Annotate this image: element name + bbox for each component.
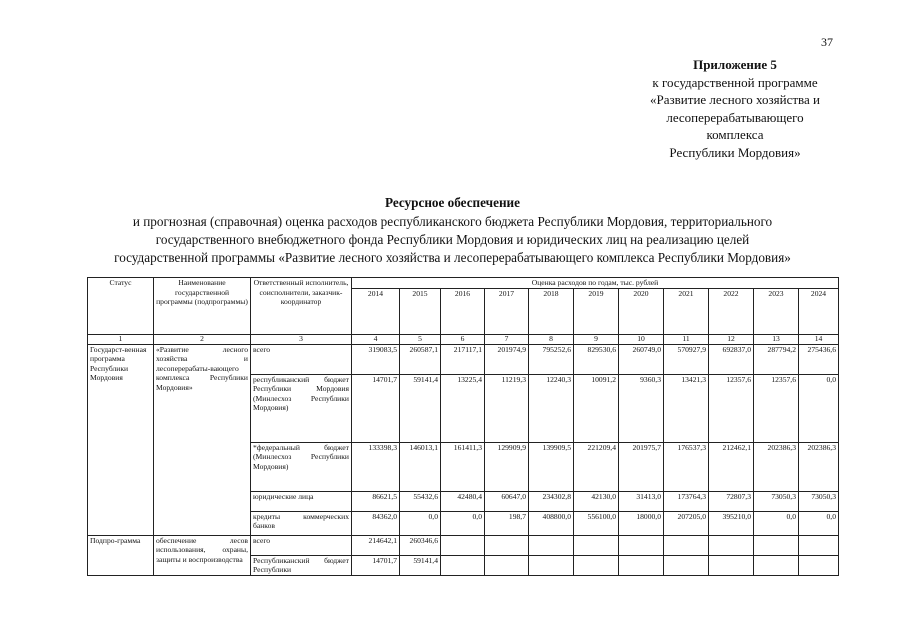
column-numbers-row: [88, 334, 839, 344]
column-number: 5: [400, 334, 441, 344]
column-number: 13: [754, 334, 799, 344]
column-number: 8: [529, 334, 574, 344]
value-cell: 212462,1: [709, 442, 754, 491]
value-cell: 86621,5: [352, 491, 400, 511]
value-cell: [485, 535, 529, 555]
value-cell: 12357,6: [754, 374, 799, 442]
value-cell: 395210,0: [709, 511, 754, 535]
column-number: 9: [574, 334, 619, 344]
value-cell: 692837,0: [709, 344, 754, 374]
header-status: Статус: [88, 278, 154, 335]
value-cell: 198,7: [485, 511, 529, 535]
value-cell: 133398,3: [352, 442, 400, 491]
value-cell: 795252,6: [529, 344, 574, 374]
resource-table: [87, 277, 839, 576]
executor-cell: юридические лица: [251, 491, 352, 511]
value-cell: 55432,6: [400, 491, 441, 511]
value-cell: [529, 555, 574, 575]
value-cell: 217117,1: [441, 344, 485, 374]
column-number: 1: [88, 334, 154, 344]
value-cell: [574, 555, 619, 575]
column-number: 14: [799, 334, 839, 344]
value-cell: 201975,7: [619, 442, 664, 491]
executor-cell: всего: [251, 344, 352, 374]
value-cell: 260346,6: [400, 535, 441, 555]
status-cell: Подпро-грамма: [88, 535, 154, 575]
header-estimate: Оценка расходов по годам, тыс. рублей: [352, 278, 839, 289]
value-cell: 12357,6: [709, 374, 754, 442]
value-cell: 14701,7: [352, 374, 400, 442]
value-cell: [619, 535, 664, 555]
heading-line: государственной программы «Развитие лесного хозяйства и лесоперерабатывающего комплекса Республики Мордовия»: [114, 250, 791, 265]
value-cell: 287794,2: [754, 344, 799, 374]
executor-cell: всего: [251, 535, 352, 555]
value-cell: 72807,3: [709, 491, 754, 511]
appendix-line: «Развитие лесного хозяйства и: [650, 92, 820, 107]
value-cell: 570927,9: [664, 344, 709, 374]
value-cell: 73050,3: [799, 491, 839, 511]
executor-cell: *федеральный бюджет (Минлесхоз Республики Мордовия): [251, 442, 352, 491]
header-row: [88, 278, 839, 289]
value-cell: 202386,3: [754, 442, 799, 491]
value-cell: 161411,3: [441, 442, 485, 491]
value-cell: 275436,6: [799, 344, 839, 374]
appendix-line: к государственной программе: [652, 74, 818, 90]
year-header: 2019: [574, 288, 619, 334]
appendix-line: Республики Мордовия»: [669, 144, 801, 160]
year-header: 2021: [664, 288, 709, 334]
value-cell: 59141,4: [400, 374, 441, 442]
value-cell: 214642,1: [352, 535, 400, 555]
value-cell: 18000,0: [619, 511, 664, 535]
value-cell: 260749,0: [619, 344, 664, 374]
value-cell: 60647,0: [485, 491, 529, 511]
executor-cell: республиканский бюджет Республики Мордовия (Минлесхоз Республики Мордовия): [251, 374, 352, 442]
value-cell: [441, 555, 485, 575]
year-header: 2016: [441, 288, 485, 334]
executor-cell: кредиты коммерческих банков: [251, 511, 352, 535]
header-name: Наименование государственной программы (подпрограммы): [154, 278, 251, 335]
executor-cell: Республиканский бюджет Республики: [251, 555, 352, 575]
value-cell: 14701,7: [352, 555, 400, 575]
value-cell: 42480,4: [441, 491, 485, 511]
year-header: 2015: [400, 288, 441, 334]
value-cell: 0,0: [799, 511, 839, 535]
value-cell: [799, 535, 839, 555]
header-executor: Ответственный исполнитель, соисполнители, заказчик-координатор: [251, 278, 352, 335]
value-cell: 0,0: [799, 374, 839, 442]
heading-line: и прогнозная (справочная) оценка расходов республиканского бюджета Республики Мордовия, территориального: [132, 214, 773, 229]
value-cell: 139909,5: [529, 442, 574, 491]
appendix-title: Приложение 5: [693, 57, 777, 72]
value-cell: 10091,2: [574, 374, 619, 442]
value-cell: 13225,4: [441, 374, 485, 442]
value-cell: 556100,0: [574, 511, 619, 535]
value-cell: 0,0: [400, 511, 441, 535]
value-cell: 202386,3: [799, 442, 839, 491]
value-cell: [709, 535, 754, 555]
column-number: 6: [441, 334, 485, 344]
value-cell: [574, 535, 619, 555]
value-cell: 12240,3: [529, 374, 574, 442]
value-cell: 260587,1: [400, 344, 441, 374]
year-header: 2024: [799, 288, 839, 334]
value-cell: 84362,0: [352, 511, 400, 535]
year-header: 2018: [529, 288, 574, 334]
program-name-cell: «Развитие лесного хозяйства и лесоперерабаты-вающего комплекса Республики Мордовия»: [154, 344, 251, 535]
page-number: 37: [821, 35, 833, 49]
value-cell: 59141,4: [400, 555, 441, 575]
value-cell: 73050,3: [754, 491, 799, 511]
program-section: [88, 344, 839, 535]
value-cell: [799, 555, 839, 575]
value-cell: 408800,0: [529, 511, 574, 535]
value-cell: [664, 535, 709, 555]
value-cell: 146013,1: [400, 442, 441, 491]
value-cell: [709, 555, 754, 575]
value-cell: 234302,8: [529, 491, 574, 511]
program-name-cell: обеспечение лесов использования, охраны, защиты и воспроизводства: [154, 535, 251, 575]
subprogram-section: [88, 535, 839, 575]
value-cell: [529, 535, 574, 555]
value-cell: 319083,5: [352, 344, 400, 374]
value-cell: 173764,3: [664, 491, 709, 511]
value-cell: [619, 555, 664, 575]
column-number: 4: [352, 334, 400, 344]
year-header: 2022: [709, 288, 754, 334]
value-cell: 201974,9: [485, 344, 529, 374]
column-number: 10: [619, 334, 664, 344]
value-cell: 129909,9: [485, 442, 529, 491]
value-cell: 0,0: [754, 511, 799, 535]
appendix-line: лесоперерабатывающего: [666, 109, 804, 125]
value-cell: 42130,0: [574, 491, 619, 511]
column-number: 3: [251, 334, 352, 344]
year-header: 2023: [754, 288, 799, 334]
value-cell: 829530,6: [574, 344, 619, 374]
value-cell: [485, 555, 529, 575]
value-cell: 13421,3: [664, 374, 709, 442]
value-cell: [754, 535, 799, 555]
heading-title: Ресурсное обеспечение: [384, 195, 521, 210]
value-cell: [754, 555, 799, 575]
value-cell: 0,0: [441, 511, 485, 535]
appendix-line: комплекса: [706, 127, 764, 142]
year-header: 2020: [619, 288, 664, 334]
heading-line: государственного внебюджетного фонда Республики Мордовия и юридических лиц на реализацию целей: [155, 232, 750, 247]
year-header: 2014: [352, 288, 400, 334]
value-cell: 221209,4: [574, 442, 619, 491]
appendix-block: [610, 56, 860, 161]
document-heading: [40, 194, 865, 267]
column-number: 2: [154, 334, 251, 344]
value-cell: 176537,3: [664, 442, 709, 491]
table-row: [88, 344, 839, 374]
value-cell: 9360,3: [619, 374, 664, 442]
value-cell: 207205,0: [664, 511, 709, 535]
value-cell: 11219,3: [485, 374, 529, 442]
year-header: 2017: [485, 288, 529, 334]
value-cell: 31413,0: [619, 491, 664, 511]
table-row: [88, 535, 839, 555]
value-cell: [441, 535, 485, 555]
column-number: 7: [485, 334, 529, 344]
value-cell: [664, 555, 709, 575]
column-number: 12: [709, 334, 754, 344]
column-number: 11: [664, 334, 709, 344]
status-cell: Государст-венная программа Республики Мордовия: [88, 344, 154, 535]
